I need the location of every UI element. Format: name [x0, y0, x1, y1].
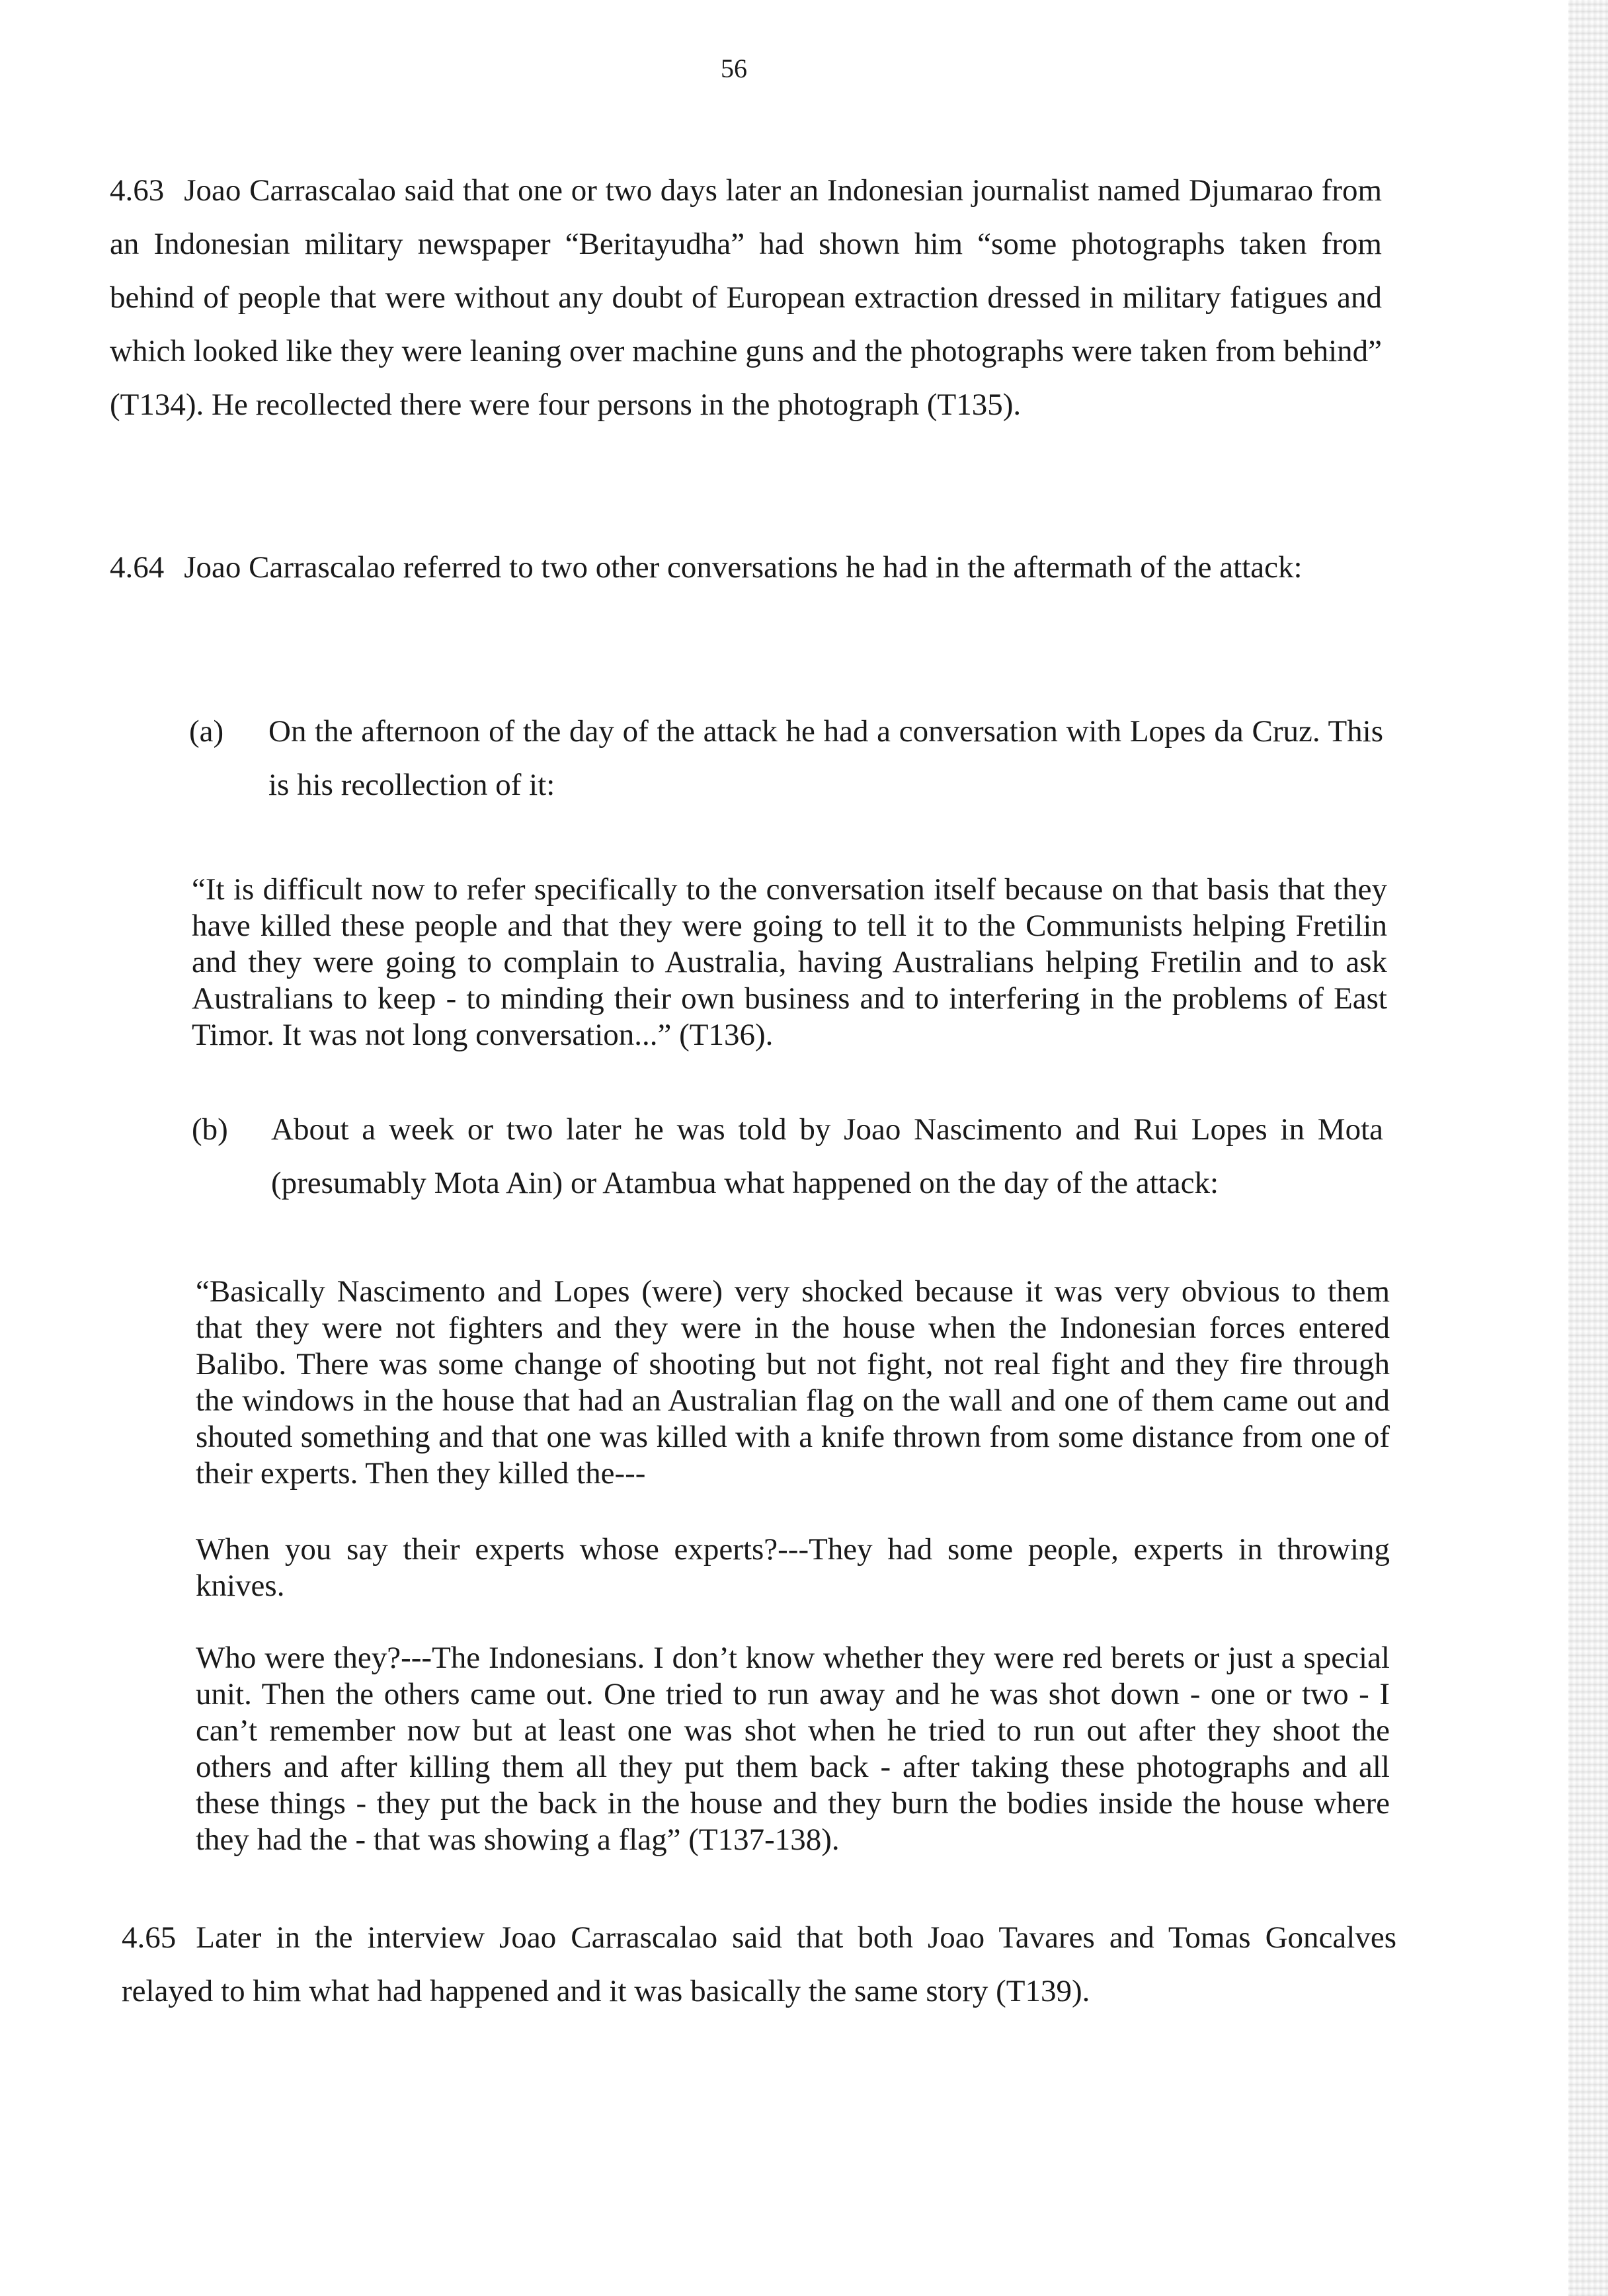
block-quote: “It is difficult now to refer specifically to the conversation itself because on that basis that they have killed these people and that they were going to tell it to the Communists helping Fretilin and they were going to complain to Australia, having Australians helping Fretilin and to ask Australians to keep - to minding their own business and to interfering in the problems of East Timor. It was not long conversation...” (T136).	[192, 872, 1387, 1052]
paragraph-number: 4.65	[122, 1920, 177, 1955]
list-item-text: About a week or two later he was told by Joao Nascimento and Rui Lopes in Mota (presumably Mota Ain) or Atambua what happened on the day of the attack:	[271, 1112, 1383, 1200]
paragraph-text: Later in the interview Joao Carrascalao said that both Joao Tavares and Tomas Goncalves relayed to him what had happened and it was basically the same story (T139).	[122, 1920, 1396, 2008]
list-item-text: On the afternoon of the day of the attack he had a conversation with Lopes da Cruz. This is his recollection of it:	[268, 714, 1383, 802]
block-quote: “Basically Nascimento and Lopes (were) very shocked because it was very obvious to them that they were not fighters and they were in the house when the Indonesian forces entered Balibo. There was some change of shooting but not fight, not real fight and they fire through the windows in the house that had an Australian flag on the wall and one of them came out and shouted something and that one was killed with a knife thrown from some distance from one of their experts. Then they killed the---	[196, 1274, 1390, 1491]
paragraph-4-64	[110, 541, 1382, 594]
paragraph-number: 4.63	[110, 173, 165, 208]
paragraph-4-65	[122, 1911, 1396, 2018]
scan-edge-noise	[1568, 0, 1608, 2296]
block-quote: When you say their experts whose experts?---They had some people, experts in throwing knives.	[196, 1532, 1390, 1603]
list-item-label: (a)	[189, 714, 224, 749]
page-number: 56	[721, 54, 747, 83]
list-item-label: (b)	[192, 1112, 228, 1147]
paragraph-text: Joao Carrascalao said that one or two days later an Indonesian journalist named Djumarao from an Indonesian military newspaper “Beritayudha” had shown him “some photographs taken from behind of people that were without any doubt of European extraction dressed in military fatigues and which looked like they were leaning over machine guns and the photographs were taken from behind” (T134). He recollected there were four persons in the photograph (T135).	[110, 173, 1382, 422]
list-item-a	[189, 705, 1383, 812]
list-item-b	[192, 1103, 1383, 1210]
paragraph-number: 4.64	[110, 550, 165, 585]
paragraph-text: Joao Carrascalao referred to two other conversations he had in the aftermath of the attack:	[184, 550, 1303, 585]
paragraph-4-63	[110, 164, 1382, 432]
block-quote: Who were they?---The Indonesians. I don’t know whether they were red berets or just a special unit. Then the others came out. One tried to run away and he was shot down - one or two - I can’t remember now but at least one was shot when he tried to run out after they shoot the others and after killing them all they put them back - after taking these photographs and all these things - they put the back in the house and they burn the bodies inside the house where they had the - that was showing a flag” (T137-138).	[196, 1641, 1390, 1857]
